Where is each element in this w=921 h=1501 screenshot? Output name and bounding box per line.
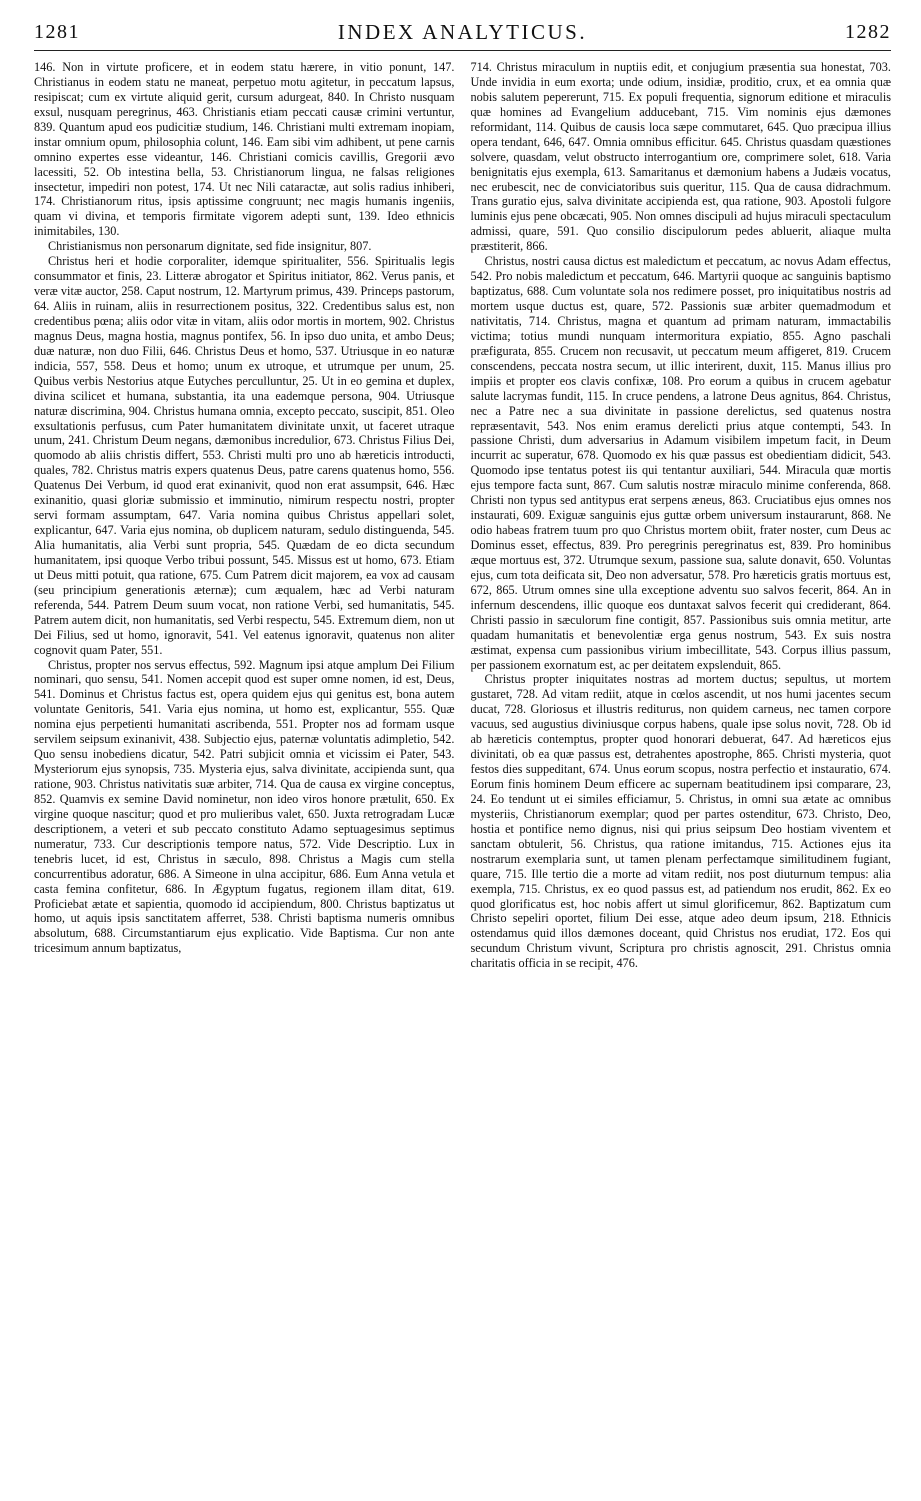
index-paragraph: Christianismus non personarum dignitate, sed fide insignitur, 807. xyxy=(48,239,372,254)
index-paragraph: 714. Christus miraculum in nuptiis edit, et conjugium præsentia sua honestat, 703. Unde invidia in eum exorta; unde odium, insidiæ, proditio, crux, et ea omnia quæ nobis salutem pepererunt, 715. Ex populi frequentia, signorum editione et miraculis quæ homines ad Evangelium adducebant, 715. Vim nominis ejus dæmones reformidant, 114. Quibus de causis loca sæpe commutaret, 645. Quo præcipua illius opera tendant, 646, 647. Omnia omnibus efficitur. 645. Christus quasdam quæstiones solvere, quasdam, velut obstructo interrogantium ore, comprimere solet, 618. Varia benignitatis ejus exempla, 613. Samaritanus et dæmonium habens a Judæis vocatus, nec erubescit, nec de conviciatoribus suis queritur, 115. Qua de causa didrachmum. Trans guratio ejus, salva divinitate accipienda est, qua ratione, 903. Apostoli fulgore luminis ejus pene obcæcati, 905. Non omnes discipuli ad hujus miraculi spectaculum admissi, quare, 591. Quo consilio discipulorum pedes abluerit, aliaque multa præstiterit, 866. xyxy=(470,60,891,254)
left-page-number: 1281 xyxy=(34,20,80,43)
page-title: INDEX ANALYTICUS. xyxy=(337,19,588,44)
right-page-number: 1282 xyxy=(845,20,891,43)
running-header xyxy=(34,14,891,51)
index-paragraph: Christus heri et hodie corporaliter, idemque spiritualiter, 556. Spiritualis legis consummator et finis, 23. Litteræ abrogator et Spiritus initiator, 862. Verus panis, et veræ vitæ auctor, 258. Caput nostrum, 12. Martyrum primus, 439. Princeps pastorum, 64. Aliis in ruinam, aliis in resurrectionem positus, 322. Credentibus salus est, non credentibus pœna; aliis odor vitæ in vitam, aliis odor mortis in mortem, 902. Christus magnus Deus, magna hostia, magnus pontifex, 56. In ipso duo unita, et ambo Deus; duæ naturæ, non duo Filii, 646. Christus Deus et homo, 537. Utriusque in eo naturæ indicia, 557, 558. Deus et homo; unum ex utroque, et utrumque per unum, 25. Quibus verbis Nestorius atque Eutyches perculluntur, 25. Ut in eo gemina et duplex, divina scilicet et humana, substantia, ita una eademque persona, 904. Utriusque naturæ discrimina, 904. Christus humana omnia, excepto peccato, suscipit, 851. Oleo exsultationis perfusus, cum Pater humanitatem divinitate unxit, ut faceret utraque unum, 241. Christum Deum negans, dæmonibus incredulior, 673. Christus Filius Dei, quomodo ab aliis christis differt, 553. Christi multi pro uno ab hæreticis introducti, quales, 782. Christus matris expers quatenus Deus, patre carens quatenus homo, 556. Quatenus Dei Verbum, id quod erat exinanivit, quod non erat assumpsit, 646. Hæc exinanitio, quasi gloriæ submissio et imminutio, nimirum respectu nostri, propter servi formam assumptam, 647. Varia nomina quibus Christus appellari solet, explicantur, 647. Varia ejus nomina, ob duplicem naturam, sedulo distinguenda, 545. Alia humanitatis, alia Verbi sunt propria, 545. Quædam de eo dicta secundum humanitatem, ipsi quoque Verbo tribui possunt, 545. Missus est ut homo, 673. Etiam ut Deus mitti potuit, qua ratione, 675. Cum Patrem dicit majorem, ea vox ad causam (seu principium generationis æternæ); cum æqualem, hæc ad Verbi naturam referenda, 544. Patrem Deum suum vocat, non ratione Verbi, sed humanitatis, 545. Patrem autem dicit, non humanitatis, sed Verbi respectu, 545. Extremum diem, non ut Dei Filius, sed ut homo, ignoravit, 541. Vel eatenus ignoravit, quatenus non aliter cognovit quam Pater, 551. xyxy=(34,254,455,657)
index-paragraph: Christus, nostri causa dictus est maledictum et peccatum, ac novus Adam effectus, 542. Pro nobis maledictum et peccatum, 646. Martyrii quoque ac sanguinis baptismo baptizatus, 688. Cum voluntate sola nos redimere posset, pro iniquitatibus nostris ad mortem usque ductus est, quare, 572. Passionis suæ arbiter quemadmodum et nativitatis, 714. Christus, magna et quantum ad primam naturam, immactabilis victima; totius mundi nunquam intermoritura expiatio, 855. Agno paschali præfigurata, 855. Crucem non recusavit, ut peccatum meum affigeret, 819. Crucem conscendens, peccata nostra secum, ut illic interirent, duxit, 115. Manus illius pro impiis et propter eos clavis confixæ, 108. Pro eorum a quibus in crucem agebatur salute lacrymas fundit, 115. In cruce pendens, a latrone Deus agnitus, 864. Christus, nec a Patre nec a sua divinitate in passione derelictus, sed quatenus nostra repræsentavit, 543. Nos enim eramus derelicti prius atque contempti, 543. In passione Christi, dum adversarius in Adamum visibilem impetum facit, in Deum incurrit ac superatur, 678. Quomodo ex his quæ passus est obedientiam didicit, 543. Quomodo ipse tentatus potest iis qui tentantur auxiliari, 544. Miracula quæ mortis ejus tempore facta sunt, 867. Cum salutis nostræ miraculo minime conferenda, 868. Christi non typus sed antitypus erat serpens æneus, 863. Cruciatibus ejus omnes nos instaurati, 609. Exiguæ sanguinis ejus guttæ orbem universum instaurarunt, 868. Ne odio habeas fratrem tuum pro quo Christus mortem obiit, frater noster, cum Deus ac Dominus esset, effectus, 839. Pro peregrinis peregrinatus est, 839. Pro hominibus æque mortuus est, 372. Utrumque sexum, passione sua, salute donavit, 650. Voluntas ejus, cum tota deificata sit, Deo non adversatur, 578. Pro hæreticis gratis mortuus est, 672, 865. Utrum omnes sine ulla exceptione adventu suo salvos fecerit, 864. An in infernum descendens, illic quoque eos duntaxat salvos fecerit qui crediderant, 864. Christi passio in sæculorum fine contigit, 857. Passionibus suis omnia metitur, arte quadam humanitatis et benevolentiæ erga genus nostrum, 543. Ex suis nostra æstimat, expensa cum passionibus virium imbecillitate, 543. Corpus illius passum, per passionem exornatum est, ac per deitatem expslenduit, 865. xyxy=(470,254,891,672)
right-column xyxy=(471,60,892,1487)
left-column xyxy=(34,60,455,1487)
index-paragraph: Christus, propter nos servus effectus, 592. Magnum ipsi atque amplum Dei Filium nominari, quo sensu, 541. Nomen accepit quod est super omne nomen, id est, Deus, 541. Dominus et Christus factus est, opera quidem ejus qui genitus est, bona autem voluntate Genitoris, 541. Varia ejus nomina, ut homo est, explicantur, 555. Quæ nomina ejus perpetienti humanitati ascribenda, 551. Propter nos ad formam usque servilem seipsum exinanivit, 438. Subjectio ejus, paternæ voluntatis adimpletio, 542. Quo sensu inobediens dicatur, 542. Patri subjicit omnia et vicissim ei Pater, 543. Mysteriorum ejus synopsis, 735. Mysteria ejus, salva divinitate, accipienda sunt, qua ratione, 903. Christus nativitatis suæ arbiter, 714. Qua de causa ex virgine conceptus, 852. Quamvis ex semine David nominetur, non ideo viros honore prætulit, 650. Ex virgine quoque nascitur; quod et pro mulieribus valet, 650. Juxta retrogradam Lucæ descriptionem, a veteri et sub peccato constituto Adamo septuagesimus septimus numeratur, 733. Cur descriptionis tempore natus, 572. Vide Descriptio. Lux in tenebris lucet, id est, Christus in sæculo, 898. Christus a Magis cum stella concurrentibus adoratur, 686. A Simeone in ulna accipitur, 686. Eum Anna vetula et casta femina confitetur, 686. In Ægyptum fugatus, regionem illam ditat, 619. Proficiebat ætate et sapientia, quomodo id accipiendum, 800. Christus baptizatus ut homo, ut aquis ipsis sanctitatem afferret, 538. Christi baptisma numeris omnibus absolutum, 688. Circumstantiarum ejus explicatio. Vide Baptisma. Cur non ante tricesimum annum baptizatus, xyxy=(34,657,455,956)
index-paragraph: Christus propter iniquitates nostras ad mortem ductus; sepultus, ut mortem gustaret, 728. Ad vitam rediit, atque in cœlos ascendit, ut nos humi jacentes secum ducat, 728. Gloriosus et illustris rediturus, non quidem carneus, nec tamen corpore vacuus, sed augustius diviniusque corpus habens, quale ipse solus novit, 728. Ob id ab hæreticis contemptus, propter quod honorari debuerat, 647. Ad hæreticos ejus divinitati, ob ea quæ passus est, detrahentes apostrophe, 865. Christi mysteria, quot festos dies suppeditant, 674. Unus eorum scopus, nostra perfectio et instauratio, 674. Eorum finis hominem Deum efficere ac supernam beatitudinem ipsi comparare, 23, 24. Eo tendunt ut ei similes efficiamur, 5. Christus, in omni sua ætate ac omnibus mysteriis, Christianorum exemplar; quod per partes ostenditur, 673. Christo, Deo, hostia et pontifice nemo dignus, nisi qui prius seipsum Deo hostiam viventem et sanctam obtulerit, 56. Christus, qua ratione imitandus, 715. Actiones ejus ita nostrarum exemplaria sunt, ut tamen plenam perfectamque similitudinem fugiant, quare, 715. Ille tertio die a morte ad vitam rediit, nos post diuturnum tempus: alia exempla, 715. Christus, ex eo quod passus est, ad patiendum nos erudit, 862. Ex eo quod glorificatus est, hoc nobis affert ut simul glorificemur, 862. Baptizatum cum Christo sepeliri oportet, filium Dei esse, atque adeo deum ipsum, 218. Ethnicis ostendamus quid illos dæmones doceant, quid Christus nos erudiat, 172. Eos qui secundum Christum vivunt, Scriptura pro christis agnoscit, 291. Christus omnia charitatis officia in se recipit, 476. xyxy=(470,672,891,971)
text-columns xyxy=(34,60,891,1487)
index-paragraph: 146. Non in virtute proficere, et in eodem statu hærere, in vitio ponunt, 147. Christianus in eodem statu ne maneat, perpetuo motu agitetur, in peccatum lapsus, resipiscat; cum ex virtute aliquid gerit, cursum adurgeat, 840. In Christo nusquam exsul, nusquam peregrinus, 463. Christianis etiam peccati causæ crimini vertuntur, 839. Quantum apud eos pudicitiæ studium, 146. Christiani multi extremam inopiam, instar omnium opum, philosophia colunt, 146. Eam sibi vim adhibent, ut pene carnis omnino expertes esse videantur, 146. Christiani comicis cavillis, Gregorii ævo lacessiti, 52. Ob intestina bella, 53. Christianorum lingua, ne falsas religiones insectetur, impediri non potest, 174. Ut nec Nili cataractæ, aut solis radius inhiberi, 174. Christianorum ritus, ipsis aptissime congruunt; nec magis humanis ingeniis, quam vi divina, et temporis firmitate vigorem adepti sunt, 139. Ideo ethnicis inimitabiles, 130. xyxy=(34,60,455,239)
